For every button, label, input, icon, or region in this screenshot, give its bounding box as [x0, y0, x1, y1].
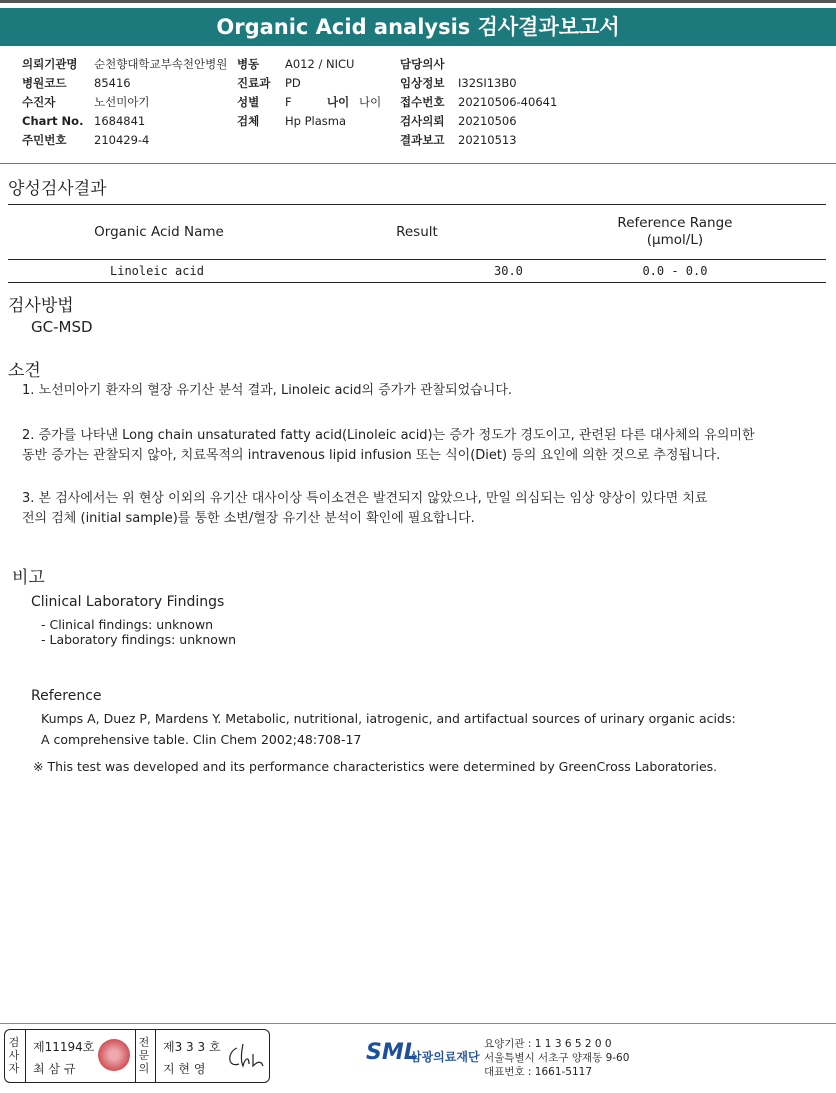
org-address-line: 서울특별시 서초구 양재동 9-60 [484, 1052, 630, 1064]
info-value: A012 / NICU [285, 57, 355, 71]
info-label: 수진자 [22, 95, 56, 109]
column-header-reference [524, 205, 826, 260]
info-value: I32SI13B0 [458, 76, 517, 90]
info-column-1 [22, 55, 227, 150]
finding-2-line-2: 동반 증가는 관찰되지 않아, 치료목적의 intravenous lipid infusion 또는 식이(Diet) 등의 요인에 의한 것으로 추정됩니다. [22, 448, 721, 463]
finding-2-line-1: 2. 증가를 나타낸 Long chain unsaturated fatty acid(Linoleic acid)는 증가 정도가 경도이고, 관련된 다른 대사체의 유의미한 [22, 428, 755, 443]
info-value: PD [285, 76, 301, 90]
handwritten-signature-icon [225, 1040, 265, 1072]
role-specialist-text: 전문의 [138, 1036, 150, 1075]
info-label: 결과보고 [400, 133, 445, 147]
disclaimer-note: ※ This test was developed and its performance characteristics were determined by GreenCross Laboratories. [33, 759, 718, 774]
info-label: 성별 [237, 95, 260, 109]
sml-logo-icon: SML [366, 1040, 418, 1065]
role-examiner-text: 검사자 [8, 1036, 20, 1075]
info-value: 순천향대학교부속천안병원 [94, 57, 228, 71]
organization-name: 삼광의료재단 [410, 1050, 480, 1064]
results-table [8, 204, 826, 283]
top-rule [0, 0, 836, 3]
column-header-result: Result [310, 205, 524, 260]
column-header-name: Organic Acid Name [8, 205, 310, 260]
info-column-3 [400, 55, 557, 150]
info-label: 접수번호 [400, 95, 445, 109]
table-header-row [8, 205, 826, 260]
info-label: 담당의사 [400, 57, 445, 71]
reference-line-2: A comprehensive table. Clin Chem 2002;48:708-17 [41, 732, 362, 747]
method-value: GC-MSD [31, 318, 93, 336]
info-value: 20210506 [458, 114, 517, 128]
stamp-divider [155, 1030, 156, 1082]
info-label: 병원코드 [22, 76, 67, 90]
info-value: 85416 [94, 76, 131, 90]
examiner-name: 최 삼 규 [33, 1062, 76, 1076]
info-value: 20210513 [458, 133, 517, 147]
reference-range-label: Reference Range [617, 215, 733, 231]
laboratory-findings-item: - Laboratory findings: unknown [41, 632, 237, 647]
organization-info [484, 1037, 629, 1079]
info-label: 임상정보 [400, 76, 445, 90]
specialist-name: 지 현 영 [163, 1062, 206, 1076]
reference-title: Reference [31, 688, 102, 704]
info-value: 노선미아기 [94, 95, 150, 109]
table-row [8, 260, 826, 283]
info-label: 진료과 [237, 76, 271, 90]
info-value: 210429-4 [94, 133, 150, 147]
info-value: 1684841 [94, 114, 146, 128]
result-cell: 30.0 [310, 260, 524, 283]
clinical-findings-item: - Clinical findings: unknown [41, 617, 214, 632]
seal-stamp-icon [98, 1039, 130, 1071]
age-label: 나이 [327, 95, 350, 109]
info-label: 의뢰기관명 [22, 57, 78, 71]
role-label-examiner [8, 1036, 22, 1075]
org-code-line: 요양기관 : 1 1 3 6 5 2 0 0 [484, 1038, 612, 1050]
reference-line-1: Kumps A, Duez P, Mardens Y. Metabolic, nutritional, iatrogenic, and artifactual sources of urinary organic acids: [41, 711, 736, 726]
info-value: 20210506-40641 [458, 95, 558, 109]
finding-1: 1. 노선미아기 환자의 혈장 유기산 분석 결과, Linoleic acid의 증가가 관찰되었습니다. [22, 383, 513, 398]
method-heading: 검사방법 [8, 296, 74, 316]
positive-results-heading: 양성검사결과 [8, 179, 107, 199]
info-value: Hp Plasma [285, 114, 347, 128]
finding-3-line-1: 3. 본 검사에서는 위 현상 이외의 유기산 대사이상 특이소견은 발견되지 않았으나, 만일 의심되는 임상 양상이 있다면 치료 [22, 491, 708, 506]
stamp-divider [25, 1030, 26, 1082]
finding-3-line-2: 전의 검체 (initial sample)를 통한 소변/혈장 유기산 분석이 확인에 필요합니다. [22, 511, 475, 526]
info-column-2 [237, 55, 381, 131]
info-label: Chart No. [22, 114, 84, 128]
role-label-specialist [138, 1036, 152, 1075]
remarks-heading: 비고 [12, 568, 45, 588]
clinical-findings-title: Clinical Laboratory Findings [31, 594, 225, 610]
footer-divider [0, 1023, 836, 1024]
stamp-divider [135, 1030, 136, 1082]
specialist-license: 제3 3 3 호 [163, 1040, 221, 1054]
acid-name-cell: Linoleic acid [8, 260, 310, 283]
reference-range-cell: 0.0 - 0.0 [524, 260, 826, 283]
age-value: 나이 [359, 95, 382, 109]
info-label: 주민번호 [22, 133, 67, 147]
findings-heading: 소견 [8, 361, 41, 381]
info-label: 병동 [237, 57, 260, 71]
examiner-license: 제11194호 [33, 1040, 95, 1054]
info-label: 검사의뢰 [400, 114, 445, 128]
info-divider [0, 163, 836, 164]
info-label: 검체 [237, 114, 260, 128]
reference-unit-label: (μmol/L) [646, 232, 704, 248]
info-value: F [285, 95, 292, 109]
report-title: Organic Acid analysis 검사결과보고서 [0, 8, 836, 46]
signature-box [4, 1029, 270, 1083]
org-phone-line: 대표번호 : 1661-5117 [484, 1066, 593, 1078]
